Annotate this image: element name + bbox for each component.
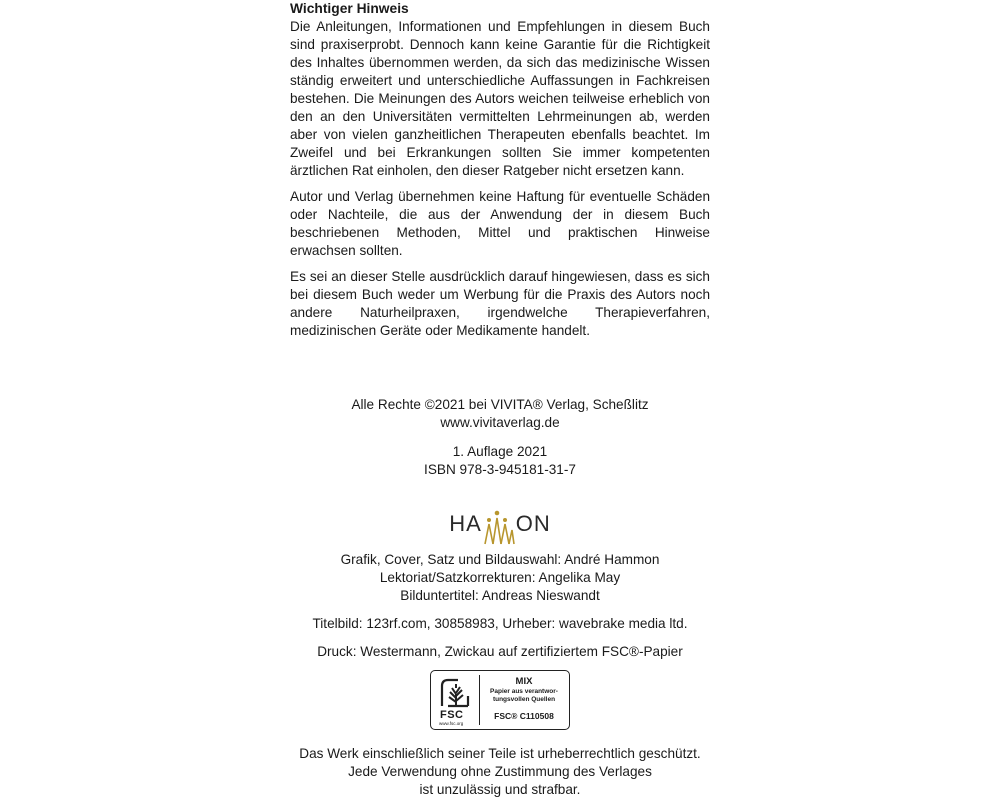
website-link[interactable]: www.vivitaverlag.de — [440, 415, 560, 430]
notice-paragraph: Die Anleitungen, Informationen und Empfehlungen in diesem Buch sind praxiserprobt. Dennoch kann keine Garantie für die Richtigkeit des Inhaltes übernommen werden, da sich das medizinische Wissen ständig erweitert und unterschiedliche Auffassungen in Fachkreisen bestehen. Die Meinungen des Autors weichen teilweise erheblich von den an den Universitäten vermittelten Lehrmeinungen ab, werden aber von vielen ganzheitlichen Therapeuten ebenfalls beachtet. Im Zweifel und bei Erkrankungen sollten Sie immer kompetenten ärztlichen Rat einholen, den dieser Ratgeber nicht ersetzen kann. — [290, 19, 710, 178]
hammon-logo-block — [0, 502, 1000, 546]
copyright-line: Das Werk einschließlich seiner Teile ist urheberrechtlich geschützt. — [299, 746, 701, 761]
fsc-label-box — [430, 670, 570, 730]
credit-line: Bilduntertitel: Andreas Nieswandt — [400, 588, 600, 603]
print-line: Druck: Westermann, Zwickau auf zertifiziertem FSC®-Papier — [317, 644, 683, 659]
notice-paragraph: Es sei an dieser Stelle ausdrücklich darauf hingewiesen, dass es sich bei diesem Buch weder um Werbung für die Praxis des Autors noch andere Naturheilpraxen, irgendwelche Therapieverfahren, medizinischen Geräte oder Medikamente handelt. — [290, 269, 710, 338]
fsc-divider — [479, 675, 480, 725]
rights-block — [0, 396, 1000, 432]
edition-block — [0, 443, 1000, 479]
fsc-site: www.fsc.org — [439, 721, 464, 726]
isbn-line: ISBN 978-3-945181-31-7 — [424, 462, 576, 477]
fsc-mix: MIX — [515, 676, 533, 687]
title-image-line: Titelbild: 123rf.com, 30858983, Urheber: wavebrake media ltd. — [312, 616, 688, 631]
credit-line: Lektoriat/Satzkorrekturen: Angelika May — [379, 570, 621, 585]
fsc-label: FSC — [440, 709, 464, 721]
credits-block — [0, 551, 1000, 605]
print-credit — [0, 643, 1000, 661]
fsc-desc-line: tungsvollen Quellen — [492, 695, 556, 703]
fsc-desc-line: Papier aus verantwor- — [490, 688, 558, 695]
copyright-line: Jede Verwendung ohne Zustimmung des Verlages — [348, 764, 652, 779]
notice-paragraph: Autor und Verlag übernehmen keine Haftung für eventuelle Schäden oder Nachteile, die aus der Anwendung der in diesem Buch beschriebenen Methoden, Mittel und praktischen Hinweise erwachsen sollten. — [290, 189, 710, 258]
fsc-block — [0, 670, 1000, 735]
notice-heading: Wichtiger Hinweis — [290, 1, 409, 16]
crown-m-icon — [482, 506, 516, 546]
copyright-line: ist unzulässig und strafbar. — [419, 782, 581, 797]
title-image-credit — [0, 615, 1000, 633]
edition-line: 1. Auflage 2021 — [452, 444, 548, 459]
logo-text-right: ON — [515, 511, 551, 536]
credit-line: Grafik, Cover, Satz und Bildauswahl: André Hammon — [340, 552, 660, 567]
fsc-tree-icon — [438, 676, 474, 710]
fsc-code: FSC® C110508 — [494, 711, 554, 721]
important-notice — [290, 0, 710, 348]
rights-line: Alle Rechte ©2021 bei VIVITA® Verlag, Scheßlitz — [351, 397, 649, 412]
copyright-block — [0, 745, 1000, 799]
hammon-logo — [449, 502, 551, 546]
fsc-description — [483, 688, 565, 703]
logo-text-left: HA — [449, 511, 482, 536]
